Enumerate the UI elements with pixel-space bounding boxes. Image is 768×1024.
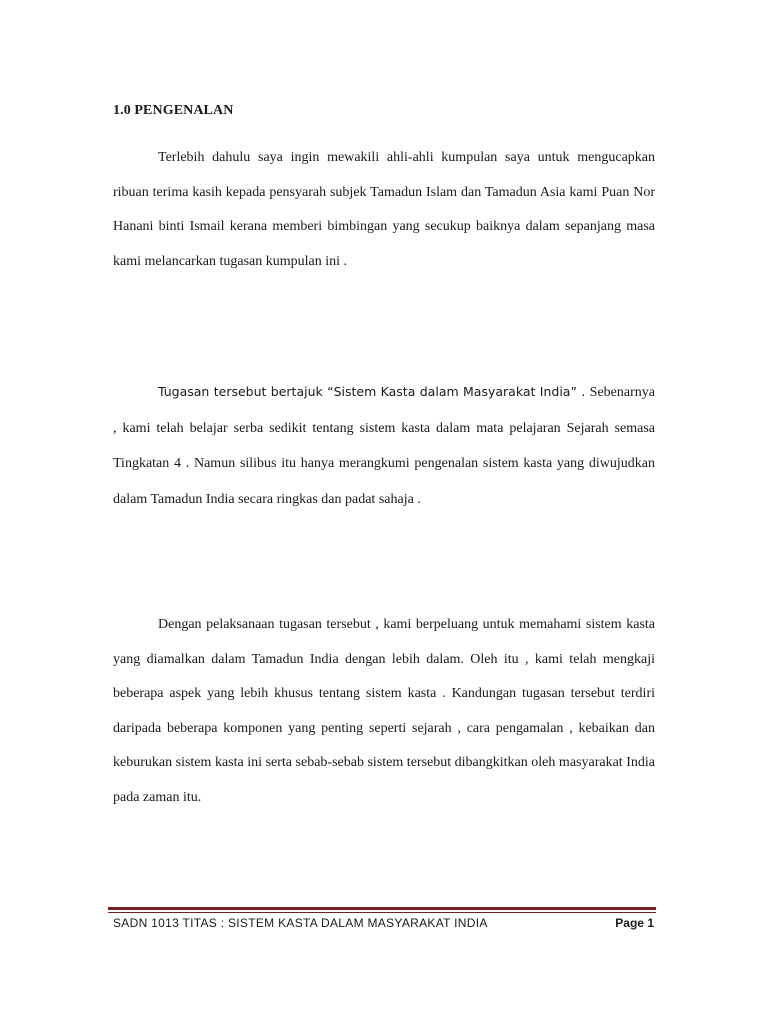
- paragraph-content-overview: Dengan pelaksanaan tugasan tersebut , kami berpeluang untuk memahami sistem kasta yang diamalkan dalam Tamadun India dengan lebih dalam. Oleh itu , kami telah mengkaji beberapa aspek yang lebih khusus tentang sistem kasta . Kandungan tugasan tersebut terdiri daripada beberapa komponen yang penting seperti sejarah , cara pengamalan , kebaikan dan keburukan sistem kasta ini serta sebab-sebab sistem tersebut dibangkitkan oleh masyarakat India pada zaman itu.: [113, 617, 655, 805]
- footer-document-title: SADN 1013 TITAS : SISTEM KASTA DALAM MASYARAKAT INDIA: [113, 916, 488, 930]
- paragraph-lead-sentence: Tugasan tersebut bertajuk “Sistem Kasta dalam Masyarakat India” .: [158, 384, 586, 399]
- footer-divider-thick: [108, 907, 656, 910]
- paragraph-assignment-title: [113, 375, 655, 517]
- footer-page-number: Page 1: [615, 916, 654, 930]
- footer-divider-thin: [108, 912, 656, 913]
- paragraph-continuation: Sebenarnya , kami telah belajar serba sedikit tentang sistem kasta dalam mata pelajaran Sejarah semasa Tingkatan 4 . Namun silibus itu hanya merangkumi pengenalan sistem kasta yang diwujudkan dalam Tamadun India secara ringkas dan padat sahaja .: [113, 385, 655, 507]
- section-heading: 1.0 PENGENALAN: [113, 103, 234, 118]
- paragraph-introduction: Terlebih dahulu saya ingin mewakili ahli-ahli kumpulan saya untuk mengucapkan ribuan terima kasih kepada pensyarah subjek Tamadun Islam dan Tamadun Asia kami Puan Nor Hanani binti Ismail kerana memberi bimbingan yang secukup baiknya dalam sepanjang masa kami melancarkan tugasan kumpulan ini .: [113, 150, 655, 269]
